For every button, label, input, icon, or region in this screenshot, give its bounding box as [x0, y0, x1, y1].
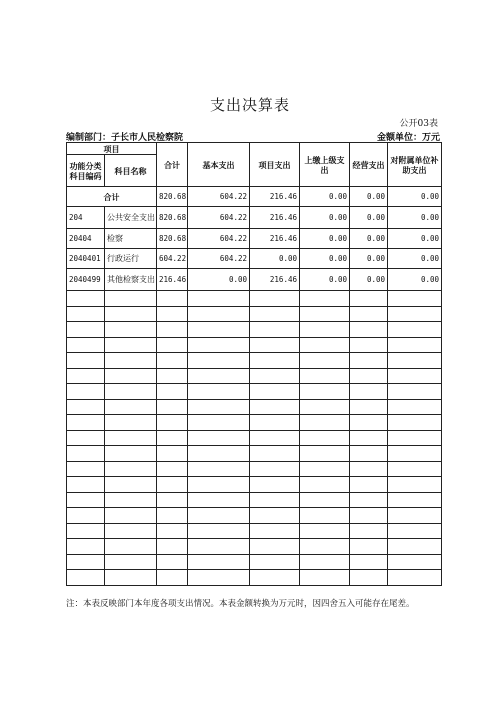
- empty-cell: [105, 492, 157, 508]
- cell-basic: 604.22: [188, 207, 250, 229]
- empty-cell: [250, 306, 300, 322]
- empty-cell: [105, 508, 157, 524]
- cell-name: 公共安全支出: [105, 207, 157, 229]
- empty-cell: [188, 415, 250, 431]
- form-number: 公开03表: [399, 119, 438, 129]
- empty-cell: [388, 353, 442, 369]
- empty-cell: [188, 523, 250, 539]
- empty-row: [67, 291, 442, 307]
- empty-row: [67, 446, 442, 462]
- empty-cell: [250, 384, 300, 400]
- empty-cell: [388, 306, 442, 322]
- empty-row: [67, 523, 442, 539]
- empty-cell: [157, 570, 188, 586]
- empty-cell: [350, 508, 388, 524]
- cell-remit: 0.00: [300, 269, 350, 291]
- header-total: 合计: [157, 143, 188, 187]
- total-row: [67, 187, 442, 207]
- header-subsidy: 对附属单位补助支出: [388, 143, 442, 187]
- empty-cell: [67, 337, 105, 353]
- empty-cell: [105, 337, 157, 353]
- expenditure-table: [66, 142, 442, 586]
- empty-cell: [300, 430, 350, 446]
- empty-cell: [388, 384, 442, 400]
- empty-cell: [157, 384, 188, 400]
- empty-cell: [300, 539, 350, 555]
- empty-cell: [300, 415, 350, 431]
- empty-cell: [105, 430, 157, 446]
- header-basic: 基本支出: [188, 143, 250, 187]
- empty-cell: [157, 508, 188, 524]
- empty-cell: [67, 523, 105, 539]
- cell-project: 0.00: [250, 249, 300, 269]
- empty-cell: [157, 322, 188, 338]
- empty-cell: [350, 306, 388, 322]
- empty-cell: [388, 446, 442, 462]
- empty-cell: [157, 492, 188, 508]
- cell-project: 216.46: [250, 229, 300, 249]
- cell-basic: 0.00: [188, 269, 250, 291]
- empty-row: [67, 399, 442, 415]
- empty-cell: [388, 477, 442, 493]
- empty-cell: [105, 322, 157, 338]
- empty-cell: [350, 523, 388, 539]
- cell-remit: 0.00: [300, 249, 350, 269]
- empty-cell: [350, 430, 388, 446]
- empty-cell: [300, 492, 350, 508]
- empty-cell: [67, 306, 105, 322]
- cell-subsidy: 0.00: [388, 249, 442, 269]
- header-remit: 上缴上级支出: [300, 143, 350, 187]
- empty-row: [67, 368, 442, 384]
- empty-cell: [300, 368, 350, 384]
- empty-cell: [388, 461, 442, 477]
- empty-cell: [388, 399, 442, 415]
- empty-cell: [300, 291, 350, 307]
- empty-row: [67, 492, 442, 508]
- empty-cell: [388, 570, 442, 586]
- empty-cell: [67, 461, 105, 477]
- cell-remit: 0.00: [300, 229, 350, 249]
- empty-cell: [250, 539, 300, 555]
- empty-cell: [388, 291, 442, 307]
- empty-cell: [157, 554, 188, 570]
- empty-cell: [250, 446, 300, 462]
- empty-cell: [300, 523, 350, 539]
- empty-cell: [157, 523, 188, 539]
- meta-row: [66, 130, 440, 142]
- header-row-1: [67, 143, 442, 155]
- empty-cell: [250, 368, 300, 384]
- cell-operating: 0.00: [350, 187, 388, 207]
- empty-cell: [350, 291, 388, 307]
- cell-basic: 604.22: [188, 229, 250, 249]
- empty-cell: [350, 570, 388, 586]
- empty-cell: [250, 554, 300, 570]
- empty-rows: [67, 291, 442, 586]
- empty-cell: [250, 461, 300, 477]
- empty-cell: [157, 461, 188, 477]
- empty-cell: [388, 539, 442, 555]
- empty-cell: [350, 384, 388, 400]
- cell-total: 820.68: [157, 207, 188, 229]
- empty-row: [67, 430, 442, 446]
- empty-cell: [350, 368, 388, 384]
- page-title: 支出决算表: [209, 96, 290, 114]
- empty-row: [67, 384, 442, 400]
- empty-cell: [157, 353, 188, 369]
- empty-cell: [350, 415, 388, 431]
- header-operating: 经营支出: [350, 143, 388, 187]
- empty-cell: [350, 554, 388, 570]
- empty-cell: [67, 430, 105, 446]
- cell-name: 其他检察支出: [105, 269, 157, 291]
- empty-cell: [67, 492, 105, 508]
- header-item: 项目: [67, 143, 157, 155]
- empty-cell: [350, 539, 388, 555]
- empty-cell: [250, 430, 300, 446]
- empty-cell: [250, 477, 300, 493]
- empty-cell: [67, 399, 105, 415]
- cell-subsidy: 0.00: [388, 229, 442, 249]
- empty-cell: [250, 570, 300, 586]
- empty-cell: [188, 539, 250, 555]
- empty-cell: [188, 570, 250, 586]
- empty-row: [67, 306, 442, 322]
- cell-name: 行政运行: [105, 249, 157, 269]
- empty-cell: [67, 322, 105, 338]
- empty-cell: [388, 368, 442, 384]
- empty-cell: [188, 492, 250, 508]
- empty-row: [67, 508, 442, 524]
- empty-row: [67, 570, 442, 586]
- header-project: 项目支出: [250, 143, 300, 187]
- empty-cell: [67, 446, 105, 462]
- empty-cell: [188, 477, 250, 493]
- empty-row: [67, 477, 442, 493]
- empty-cell: [67, 291, 105, 307]
- empty-cell: [250, 523, 300, 539]
- empty-cell: [67, 368, 105, 384]
- empty-cell: [188, 399, 250, 415]
- cell-project: 216.46: [250, 269, 300, 291]
- unit-label: 金额单位：万元: [376, 133, 440, 143]
- cell-subsidy: 0.00: [388, 207, 442, 229]
- empty-cell: [157, 430, 188, 446]
- empty-cell: [350, 399, 388, 415]
- cell-basic: 604.22: [188, 249, 250, 269]
- header-func-code: 功能分类科目编码: [67, 155, 105, 187]
- cell-code: 2040499: [67, 269, 105, 291]
- empty-cell: [188, 508, 250, 524]
- empty-cell: [67, 508, 105, 524]
- cell-name: 检察: [105, 229, 157, 249]
- empty-cell: [105, 477, 157, 493]
- empty-cell: [105, 399, 157, 415]
- empty-cell: [388, 415, 442, 431]
- empty-cell: [67, 477, 105, 493]
- empty-cell: [350, 322, 388, 338]
- empty-cell: [300, 353, 350, 369]
- empty-cell: [105, 461, 157, 477]
- empty-cell: [67, 384, 105, 400]
- empty-cell: [388, 508, 442, 524]
- empty-cell: [250, 337, 300, 353]
- cell-subsidy: 0.00: [388, 269, 442, 291]
- table-row: [67, 207, 442, 229]
- empty-cell: [157, 337, 188, 353]
- empty-row: [67, 415, 442, 431]
- empty-cell: [157, 399, 188, 415]
- empty-cell: [105, 570, 157, 586]
- empty-cell: [350, 461, 388, 477]
- table-row: [67, 229, 442, 249]
- table-row: [67, 269, 442, 291]
- cell-total: 604.22: [157, 249, 188, 269]
- empty-cell: [388, 322, 442, 338]
- empty-cell: [105, 353, 157, 369]
- table-row: [67, 249, 442, 269]
- empty-cell: [300, 306, 350, 322]
- empty-row: [67, 554, 442, 570]
- empty-cell: [105, 446, 157, 462]
- cell-total: 820.68: [157, 187, 188, 207]
- empty-cell: [350, 337, 388, 353]
- empty-cell: [105, 415, 157, 431]
- empty-cell: [300, 446, 350, 462]
- empty-cell: [157, 539, 188, 555]
- empty-cell: [105, 368, 157, 384]
- empty-cell: [188, 291, 250, 307]
- empty-cell: [188, 446, 250, 462]
- empty-cell: [300, 508, 350, 524]
- empty-cell: [67, 415, 105, 431]
- cell-operating: 0.00: [350, 269, 388, 291]
- empty-cell: [105, 291, 157, 307]
- empty-cell: [157, 306, 188, 322]
- empty-cell: [300, 461, 350, 477]
- cell-code: 20404: [67, 229, 105, 249]
- empty-cell: [157, 368, 188, 384]
- empty-cell: [388, 430, 442, 446]
- empty-cell: [188, 322, 250, 338]
- empty-cell: [250, 322, 300, 338]
- empty-cell: [350, 477, 388, 493]
- empty-row: [67, 539, 442, 555]
- empty-cell: [388, 554, 442, 570]
- empty-cell: [250, 415, 300, 431]
- empty-cell: [157, 415, 188, 431]
- empty-cell: [300, 570, 350, 586]
- cell-project: 216.46: [250, 187, 300, 207]
- cell-subsidy: 0.00: [388, 187, 442, 207]
- empty-cell: [250, 508, 300, 524]
- empty-cell: [157, 446, 188, 462]
- empty-cell: [388, 523, 442, 539]
- empty-cell: [300, 337, 350, 353]
- empty-cell: [250, 492, 300, 508]
- empty-cell: [188, 337, 250, 353]
- cell-operating: 0.00: [350, 229, 388, 249]
- cell-total: 216.46: [157, 269, 188, 291]
- empty-cell: [188, 368, 250, 384]
- empty-cell: [105, 554, 157, 570]
- empty-cell: [300, 399, 350, 415]
- cell-operating: 0.00: [350, 207, 388, 229]
- empty-cell: [250, 399, 300, 415]
- footnote: 注：本表反映部门本年度各项支出情况。本表金额转换为万元时，因四舍五入可能存在尾差。: [66, 599, 415, 609]
- empty-cell: [188, 306, 250, 322]
- empty-cell: [350, 492, 388, 508]
- empty-cell: [157, 291, 188, 307]
- empty-cell: [188, 430, 250, 446]
- empty-cell: [67, 570, 105, 586]
- empty-cell: [350, 446, 388, 462]
- empty-cell: [157, 477, 188, 493]
- cell-basic: 604.22: [188, 187, 250, 207]
- cell-code: 204: [67, 207, 105, 229]
- empty-cell: [300, 322, 350, 338]
- total-label: 合计: [67, 187, 157, 207]
- empty-cell: [300, 384, 350, 400]
- empty-cell: [388, 337, 442, 353]
- cell-remit: 0.00: [300, 187, 350, 207]
- empty-cell: [105, 539, 157, 555]
- empty-cell: [350, 353, 388, 369]
- cell-code: 2040401: [67, 249, 105, 269]
- cell-remit: 0.00: [300, 207, 350, 229]
- empty-cell: [250, 291, 300, 307]
- empty-cell: [300, 477, 350, 493]
- header-item-name: 科目名称: [105, 155, 157, 187]
- empty-cell: [188, 353, 250, 369]
- empty-cell: [105, 384, 157, 400]
- empty-cell: [67, 554, 105, 570]
- empty-row: [67, 461, 442, 477]
- empty-cell: [188, 554, 250, 570]
- cell-operating: 0.00: [350, 249, 388, 269]
- empty-cell: [105, 523, 157, 539]
- empty-row: [67, 337, 442, 353]
- empty-cell: [188, 461, 250, 477]
- empty-cell: [105, 306, 157, 322]
- empty-cell: [388, 492, 442, 508]
- department-label: 编制部门：子长市人民检察院: [66, 133, 184, 143]
- empty-row: [67, 353, 442, 369]
- cell-total: 820.68: [157, 229, 188, 249]
- empty-cell: [300, 554, 350, 570]
- empty-cell: [188, 384, 250, 400]
- empty-row: [67, 322, 442, 338]
- empty-cell: [67, 353, 105, 369]
- empty-cell: [67, 539, 105, 555]
- empty-cell: [250, 353, 300, 369]
- cell-project: 216.46: [250, 207, 300, 229]
